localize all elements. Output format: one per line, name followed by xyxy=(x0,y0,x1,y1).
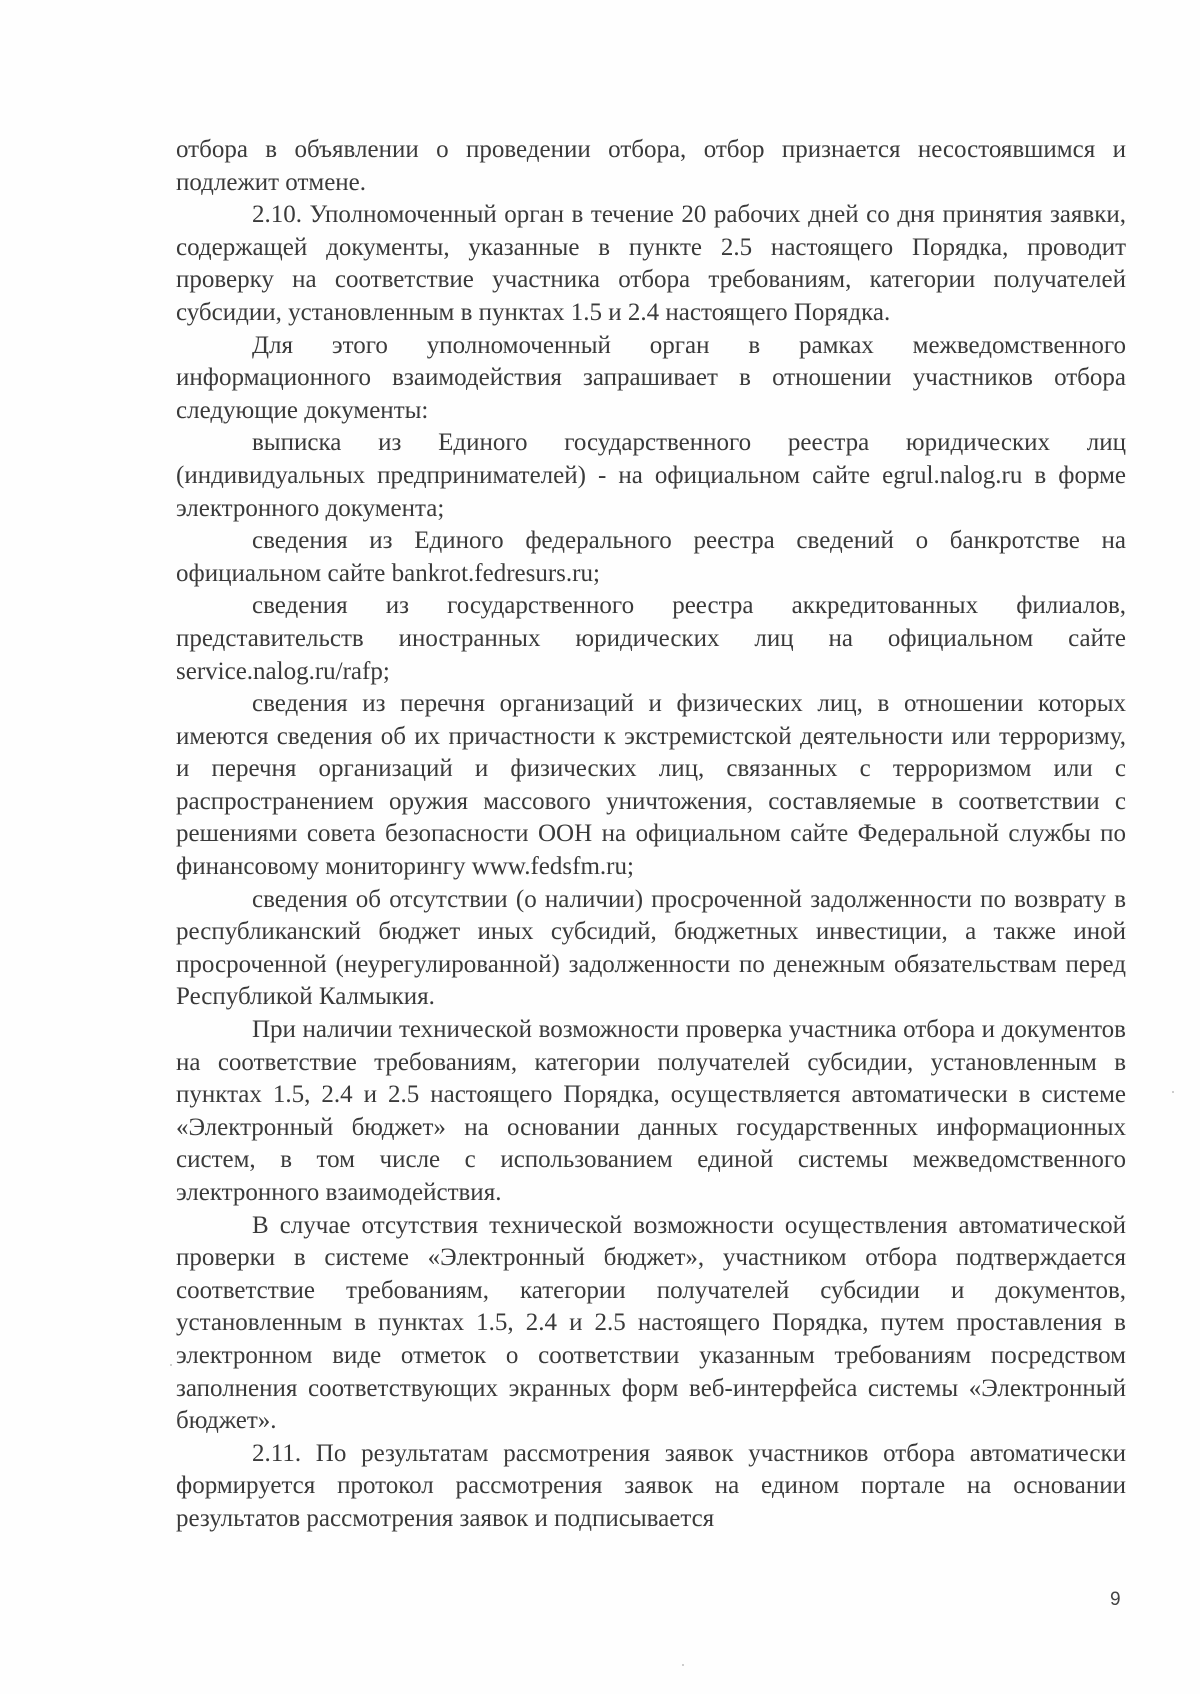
paragraph-continuation: отбора в объявлении о проведении отбора, отбор признается несостоявшимся и подлежит отмене. xyxy=(176,136,1126,196)
paragraph-automatic-check: При наличии технической возможности проверка участника отбора и документов на соответствие требованиям, категории получателей субсидии, установленным в пунктах 1.5, 2.4 и 2.5 настоящего Порядка, осуществляется автоматически в системе «Электронный бюджет» на основании данных государственных информационных систем, в том числе с использованием единой системы межведомственного электронного взаимодействия. xyxy=(176,1016,1126,1206)
paragraph-extremism-list: сведения из перечня организаций и физических лиц, в отношении которых имеются сведения об их причастности к экстремистской деятельности или терроризму, и перечня организаций и физических лиц, связанных с терроризмом или с распространением оружия массового уничтожения, составляемые в соответствии с решениями совета безопасности ООН на официальном сайте Федеральной службы по финансовому мониторингу www.fedsfm.ru; xyxy=(176,690,1126,881)
paragraph-accredited-branches: сведения из государственного реестра аккредитованных филиалов, представительств иностранных юридических лиц на официальном сайте service.nalog.ru/rafp; xyxy=(176,592,1126,685)
paragraph-2-10: 2.10. Уполномоченный орган в течение 20 рабочих дней со дня принятия заявки, содержащей документы, указанные в пункте 2.5 настоящего Порядка, проводит проверку на соответствие участника отбора требованиям, категории получателей субсидии, установленным в пунктах 1.5 и 2.4 настоящего Порядка. xyxy=(176,201,1126,326)
paragraph-overdue-debt: сведения об отсутствии (о наличии) просроченной задолженности по возврату в республиканский бюджет иных субсидий, бюджетных инвестиции, а также иной просроченной (неурегулированной) задолженности по денежным обязательствам перед Республикой Калмыкия. xyxy=(176,885,1126,1011)
paragraph-bankruptcy-register: сведения из Единого федерального реестра сведений о банкротстве на официальном сайте bankrot.fedresurs.ru; xyxy=(176,527,1126,587)
scan-speck xyxy=(170,1364,172,1366)
page-number: 9 xyxy=(1110,1589,1121,1610)
paragraph-2-11: 2.11. По результатам рассмотрения заявок участников отбора автоматически формируется протокол рассмотрения заявок на едином портале на основании результатов рассмотрения заявок и подписывается xyxy=(176,1439,1126,1532)
document-body xyxy=(176,134,1126,1536)
paragraph-manual-confirmation: В случае отсутствия технической возможности осуществления автоматической проверки в системе «Электронный бюджет», участником отбора подтверждается соответствие требованиям, категории получателей субсидии и документов, установленным в пунктах 1.5, 2.4 и 2.5 настоящего Порядка, путем проставления в электронном виде отметок о соответствии указанным требованиям посредством заполнения соответствующих экранных форм веб-интерфейса системы «Электронный бюджет». xyxy=(176,1211,1126,1435)
paragraph-egrul-extract: выписка из Единого государственного реестра юридических лиц (индивидуальных предпринимателей) - на официальном сайте egrul.nalog.ru в форме электронного документа; xyxy=(176,429,1126,522)
scan-speck xyxy=(682,1664,684,1666)
paragraph-interagency-request: Для этого уполномоченный орган в рамках межведомственного информационного взаимодействия запрашивает в отношении участников отбора следующие документы: xyxy=(176,331,1126,424)
scan-speck xyxy=(1172,1091,1174,1093)
